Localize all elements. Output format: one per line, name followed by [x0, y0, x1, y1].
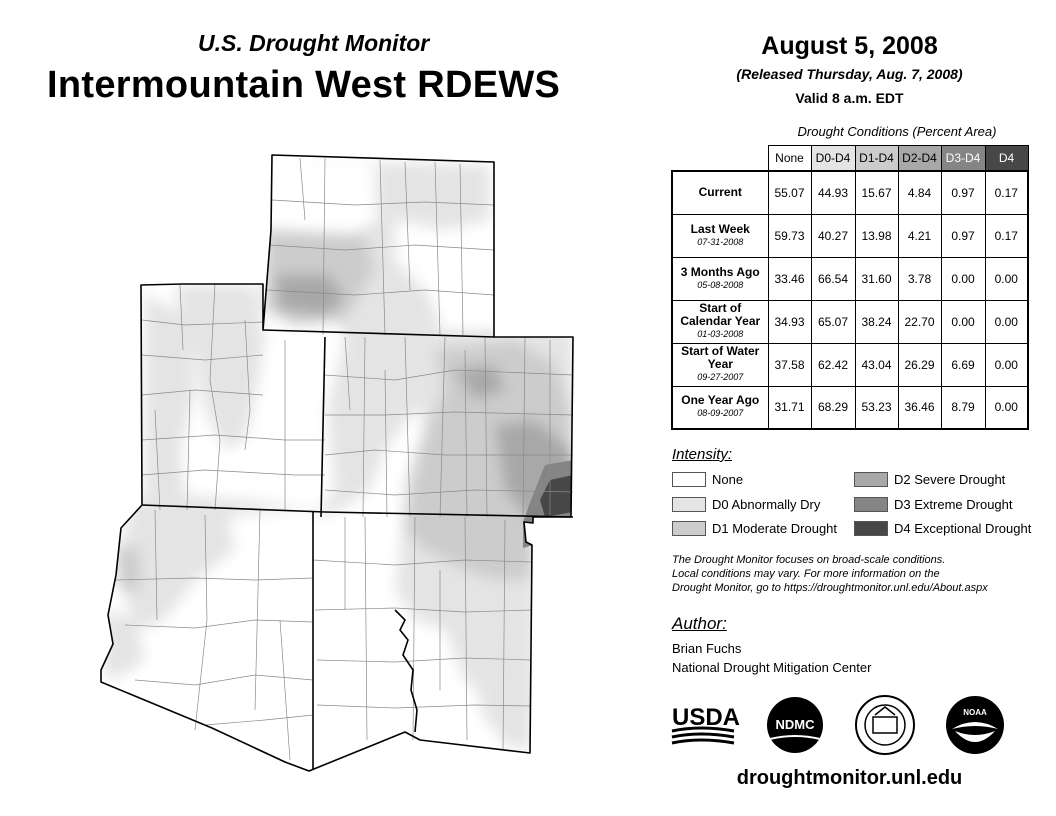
table-cell: 59.73	[768, 214, 811, 257]
column-header: D1-D4	[855, 146, 898, 172]
agency-logos	[670, 695, 1010, 757]
author-heading: Author:	[672, 614, 727, 633]
release-date: (Released Thursday, Aug. 7, 2008)	[736, 66, 963, 82]
table-cell: 0.00	[985, 257, 1028, 300]
table-cell: 66.54	[811, 257, 855, 300]
row-label	[672, 214, 768, 257]
usda-logo	[672, 704, 740, 743]
table-cell: 13.98	[855, 214, 898, 257]
ndmc-logo-text: NDMC	[775, 717, 815, 732]
table-cell: 8.79	[941, 386, 985, 429]
row-date: 05-08-2008	[697, 279, 744, 290]
legend-swatch	[672, 472, 706, 487]
author-organization: National Drought Mitigation Center	[672, 660, 872, 675]
usda-logo-text: USDA	[672, 704, 741, 731]
valid-time: Valid 8 a.m. EDT	[795, 90, 904, 106]
note-line: Drought Monitor, go to https://droughtmonitor.unl.edu/About.aspx	[672, 582, 988, 594]
note-line: Local conditions may vary. For more information on the	[672, 568, 940, 580]
legend-label: D4 Exceptional Drought	[894, 521, 1032, 536]
table-cell: 53.23	[855, 386, 898, 429]
column-header: D4	[985, 146, 1028, 172]
table-cell: 38.24	[855, 300, 898, 343]
row-label-text: One Year Ago	[681, 393, 760, 408]
legend-swatch	[854, 497, 888, 512]
row-label-text: Current	[698, 185, 742, 200]
disclaimer-note	[672, 553, 1032, 595]
noaa-logo-text: NOAA	[963, 708, 987, 717]
legend-label: D3 Extreme Drought	[894, 497, 1013, 512]
commerce-seal-icon	[856, 696, 914, 754]
table-cell: 22.70	[898, 300, 941, 343]
author-name: Brian Fuchs	[672, 641, 742, 656]
table-cell: 36.46	[898, 386, 941, 429]
legend-item	[672, 520, 837, 537]
legend-swatch	[672, 521, 706, 536]
table-row	[672, 300, 1028, 343]
legend-item	[854, 471, 1005, 488]
map-title: Intermountain West RDEWS	[47, 64, 561, 106]
table-row	[672, 386, 1028, 429]
table-cell: 0.17	[985, 214, 1028, 257]
table-cell: 15.67	[855, 171, 898, 214]
table-cell: 37.58	[768, 343, 811, 386]
table-cell: 31.60	[855, 257, 898, 300]
table-row	[672, 171, 1028, 214]
legend-label: D0 Abnormally Dry	[712, 497, 821, 512]
legend-label: D1 Moderate Drought	[712, 521, 838, 536]
table-cell: 4.21	[898, 214, 941, 257]
table-cell: 0.00	[941, 257, 985, 300]
table-row	[672, 214, 1028, 257]
noaa-logo	[946, 696, 1004, 754]
row-label	[672, 386, 768, 429]
column-header: D3-D4	[941, 146, 985, 172]
legend-label: D2 Severe Drought	[894, 472, 1006, 487]
table-cell: 6.69	[941, 343, 985, 386]
legend-item	[854, 520, 1031, 537]
map-subtitle: U.S. Drought Monitor	[198, 30, 430, 56]
column-header: None	[768, 146, 811, 172]
row-label-text: 3 Months Ago	[680, 264, 760, 279]
row-label	[672, 257, 768, 300]
table-cell: 62.42	[811, 343, 855, 386]
table-cell: 0.17	[985, 171, 1028, 214]
legend-title: Intensity:	[672, 446, 733, 463]
row-date: 09-27-2007	[697, 372, 744, 382]
table-row	[672, 343, 1028, 386]
legend-item	[854, 496, 1013, 513]
row-label	[672, 171, 768, 214]
table-cell: 31.71	[768, 386, 811, 429]
note-line: The Drought Monitor focuses on broad-scale conditions.	[672, 554, 946, 566]
row-date: 08-09-2007	[697, 408, 744, 419]
map-date: August 5, 2008	[761, 32, 938, 60]
drought-map	[95, 150, 585, 790]
table-cell: 40.27	[811, 214, 855, 257]
row-date: 01-03-2008	[697, 329, 744, 339]
row-label	[672, 343, 768, 386]
table-cell: 65.07	[811, 300, 855, 343]
table-row	[672, 257, 1028, 300]
column-header: D2-D4	[898, 146, 941, 172]
table-cell: 68.29	[811, 386, 855, 429]
table-cell: 0.97	[941, 214, 985, 257]
table-caption: Drought Conditions (Percent Area)	[797, 124, 997, 139]
table-cell: 3.78	[898, 257, 941, 300]
table-cell: 0.00	[985, 300, 1028, 343]
row-label	[672, 300, 768, 343]
table-cell: 34.93	[768, 300, 811, 343]
table-cell: 33.46	[768, 257, 811, 300]
row-label-text: Start of Calendar Year	[680, 301, 761, 328]
table-cell: 26.29	[898, 343, 941, 386]
table-cell: 55.07	[768, 171, 811, 214]
row-label-text: Start of Water Year	[681, 344, 760, 371]
legend-label: None	[712, 472, 744, 487]
table-cell: 0.00	[941, 300, 985, 343]
legend-item	[672, 496, 820, 513]
legend-swatch	[672, 497, 706, 512]
legend-swatch	[854, 472, 888, 487]
table-cell: 44.93	[811, 171, 855, 214]
website-link[interactable]: droughtmonitor.unl.edu	[736, 767, 963, 789]
table-cell: 0.00	[985, 386, 1028, 429]
row-label-text: Last Week	[690, 221, 750, 236]
row-date: 07-31-2008	[697, 236, 744, 247]
table-cell: 4.84	[898, 171, 941, 214]
table-cell: 0.97	[941, 171, 985, 214]
table-corner	[672, 146, 768, 172]
table-cell: 0.00	[985, 343, 1028, 386]
legend-item	[672, 471, 743, 488]
ndmc-logo	[767, 697, 823, 753]
column-header: D0-D4	[811, 146, 855, 172]
legend-swatch	[854, 521, 888, 536]
table-cell: 43.04	[855, 343, 898, 386]
drought-conditions-table	[671, 145, 1029, 430]
